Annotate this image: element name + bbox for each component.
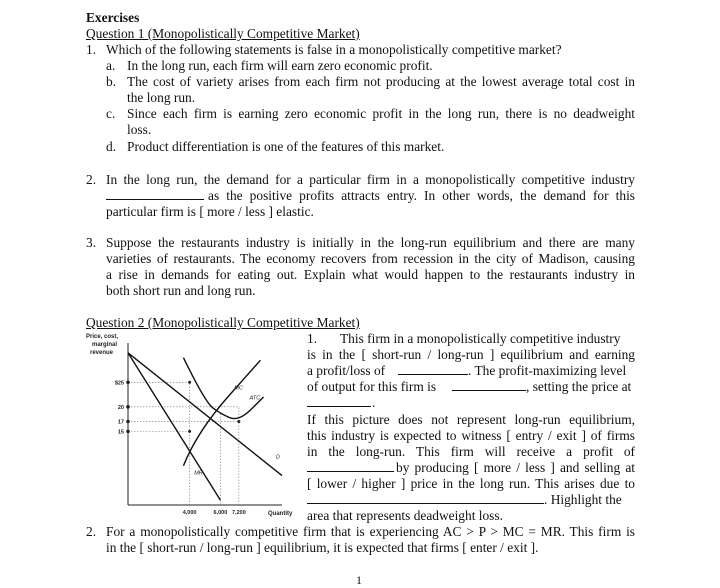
chart-ylabel-3: revenue <box>90 350 114 356</box>
q2-item1-line5: If this picture does not represent long-run equilibrium, <box>307 412 635 427</box>
point-dot-0 <box>188 381 191 384</box>
q2-item2-line2: in the [ short-run / long-run ] equilibrium, it is expected that firms [ enter / exit ]. <box>106 540 539 555</box>
q2-item1-line3b: , setting the price at <box>526 379 632 394</box>
chart-ylabel-1: Price, cost, <box>86 334 119 340</box>
question-1-title: Question 1 (Monopolistically Competitive Market) <box>86 26 360 41</box>
page-number: 1 <box>356 573 362 587</box>
q2-item1-line9: [ lower / higher ] price in the long run. This arises due to <box>307 476 635 491</box>
y-tick-dot-3 <box>126 430 130 434</box>
option-d-text: Product differentiation is one of the features of this market. <box>127 139 445 154</box>
curve-atc <box>183 358 263 419</box>
chart-xlabel: Quantity <box>268 511 293 517</box>
option-b-text: The cost of variety arises from each firm not producing at the lowest average total cost in <box>127 74 635 89</box>
q2-item2-number: 2. <box>86 524 97 539</box>
q2-item1-line8: by producing [ more / less ] and selling at <box>396 460 635 475</box>
q1-item3-line1: Suppose the restaurants industry is initially in the long-run equilibrium and there are many <box>106 235 635 250</box>
q1-item1-stem: Which of the following statements is false in a monopolistically competitive market? <box>106 42 562 57</box>
price-blank[interactable] <box>307 395 371 407</box>
y-tick-dot-0 <box>126 380 130 384</box>
option-c-text-cont: loss. <box>127 122 152 137</box>
q1-item2-line3: particular firm is [ more / less ] elastic. <box>106 204 314 219</box>
y-tick-label-3: 15 <box>117 429 124 436</box>
y-tick-label-1: 20 <box>117 404 124 411</box>
reason-blank[interactable] <box>307 492 544 504</box>
curve-d <box>128 353 282 476</box>
q2-item1-line2a: a profit/loss of <box>307 363 386 378</box>
long-run-profit-blank[interactable] <box>307 460 394 472</box>
y-tick-dot-2 <box>126 420 130 424</box>
q2-item1-line11: area that represents deadweight loss. <box>307 508 503 523</box>
monopolistic-competition-chart <box>86 331 308 521</box>
q1-item3-line3: a rise in demands for eating out. Explain what would happen to the restaurants industry in <box>106 267 635 282</box>
y-tick-label-2: 17 <box>117 419 124 426</box>
curve-label-mr: MR <box>194 470 203 477</box>
output-level-blank[interactable] <box>452 379 526 391</box>
q1-item3-line2: varieties of restaurants. The economy recovers from recession in the city of Madison, causing <box>106 251 635 266</box>
profit-loss-blank[interactable] <box>398 363 468 375</box>
q1-item3-line4: both short run and long run. <box>106 283 256 298</box>
q2-item1-line1: is in the [ short-run / long-run ] equilibrium and earning <box>307 347 635 362</box>
q1-item2-blank[interactable] <box>106 188 204 200</box>
q1-item2-line2: as the positive profits attracts entry. In other words, the demand for this <box>208 188 635 203</box>
point-dot-2 <box>237 420 240 423</box>
y-tick-label-0: $25 <box>114 380 124 387</box>
chart-ylabel-2: marginal <box>92 342 118 348</box>
option-b-letter: b. <box>106 74 117 89</box>
x-tick-label-2: 7,200 <box>231 510 246 516</box>
q1-item1-number: 1. <box>86 42 97 57</box>
option-c-letter: c. <box>106 106 116 121</box>
point-dot-1 <box>188 430 191 433</box>
q1-item2-line1: In the long run, the demand for a particular firm in a monopolistically competitive industry <box>106 172 635 187</box>
q2-item1-line10: . Highlight the <box>544 492 622 507</box>
option-c-text: Since each firm is earning zero economic profit in the long run, there is no deadweight <box>127 106 635 121</box>
q2-item1-line2b: . The profit-maximizing level <box>468 363 627 378</box>
option-a-text: In the long run, each firm will earn zero economic profit. <box>127 58 433 73</box>
q2-item1-line7: in the long-run. This firm will receive a profit of <box>307 444 635 459</box>
y-tick-dot-1 <box>126 405 130 409</box>
q2-item1-line4: . <box>372 395 376 410</box>
option-b-text-cont: the long run. <box>127 90 196 105</box>
question-2-title: Question 2 (Monopolistically Competitive Market) <box>86 315 360 330</box>
q1-item2-number: 2. <box>86 172 97 187</box>
q2-item2-line1: For a monopolistically competitive firm that is experiencing AC > P > MC = MR. This firm is <box>106 524 635 539</box>
q2-item1-number: 1. <box>307 331 318 346</box>
option-a-letter: a. <box>106 58 116 73</box>
q2-item1-line6: this industry is expected to witness [ entry / exit ] of firms <box>307 428 635 443</box>
x-tick-label-1: 6,000 <box>213 510 228 516</box>
page-heading: Exercises <box>86 10 140 25</box>
curve-label-d: D <box>275 454 280 461</box>
curve-mr <box>128 353 220 500</box>
curve-label-atc: ATC <box>249 395 261 402</box>
curve-label-mc: MC <box>234 385 243 392</box>
q1-item3-number: 3. <box>86 235 97 250</box>
option-d-letter: d. <box>106 139 117 154</box>
q2-item1-line3a: of output for this firm is <box>307 379 437 394</box>
x-tick-label-0: 4,000 <box>182 510 197 516</box>
q2-item1-line0: This firm in a monopolistically competitive industry <box>340 331 621 346</box>
